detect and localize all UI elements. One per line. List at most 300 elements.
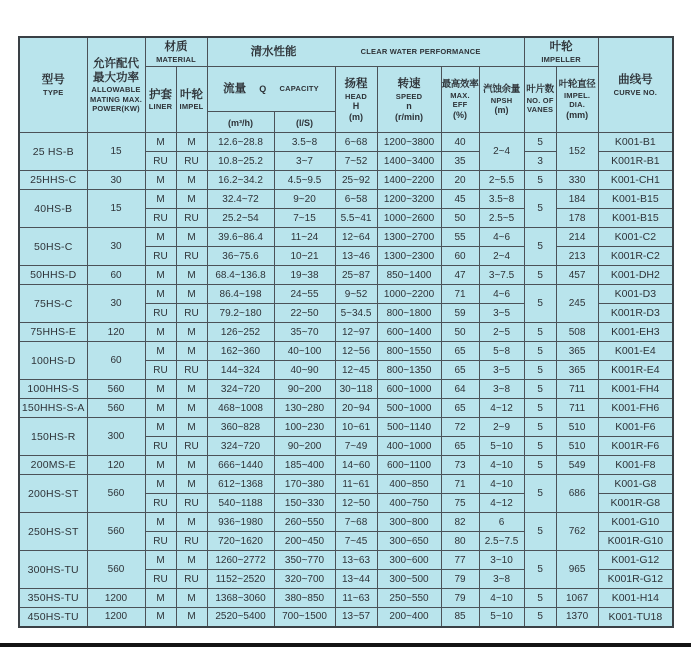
cell-capacity-m3h: 1368~3060: [207, 589, 274, 608]
cell-eff: 79: [441, 570, 479, 589]
cell-vanes: 5: [524, 361, 556, 380]
cell-liner: M: [145, 323, 176, 342]
cell-capacity-ls: 22~50: [274, 304, 335, 323]
cell-speed: 1200~3200: [377, 190, 441, 209]
header-eff-en: MAX.: [450, 90, 470, 100]
header-capacity-unit-ls: (l/S): [274, 112, 335, 133]
cell-type: 75HS-C: [19, 285, 87, 323]
cell-capacity-ls: 90~200: [274, 437, 335, 456]
cell-speed: 300~600: [377, 551, 441, 570]
cell-curve: K001-G10: [598, 513, 673, 532]
cell-eff: 65: [441, 437, 479, 456]
header-liner-en: LINER: [148, 102, 173, 111]
cell-power: 60: [87, 266, 145, 285]
cell-impel: M: [176, 608, 207, 627]
cell-impel: M: [176, 551, 207, 570]
cell-vanes: 5: [524, 475, 556, 513]
cell-type: 250HS-ST: [19, 513, 87, 551]
header-performance-group: [207, 37, 524, 67]
cell-npsh: 5~8: [479, 342, 524, 361]
cell-npsh: 3~7.5: [479, 266, 524, 285]
cell-head: 11~61: [335, 475, 377, 494]
cell-head: 12~56: [335, 342, 377, 361]
header-liner: [145, 67, 176, 133]
table-row: [19, 475, 673, 494]
cell-dia: 330: [556, 171, 598, 190]
cell-speed: 300~650: [377, 532, 441, 551]
cell-vanes: 5: [524, 228, 556, 266]
cell-liner: RU: [145, 494, 176, 513]
cell-type: 200MS-E: [19, 456, 87, 475]
cell-dia: 365: [556, 361, 598, 380]
cell-type: 25HHS-C: [19, 171, 87, 190]
cell-speed: 1300~2300: [377, 247, 441, 266]
cell-vanes: 5: [524, 551, 556, 589]
cell-impel: M: [176, 513, 207, 532]
table-header: [19, 37, 673, 133]
cell-npsh: 3~8: [479, 570, 524, 589]
cell-speed: 1300~2700: [377, 228, 441, 247]
cell-curve: K001-CH1: [598, 171, 673, 190]
cell-type: 350HS-TU: [19, 589, 87, 608]
cell-npsh: 2~9: [479, 418, 524, 437]
header-power-zh1: 允许配代: [93, 57, 139, 70]
header-curve-en: CURVE NO.: [613, 87, 658, 97]
header-speed-en: SPEED: [395, 91, 423, 101]
cell-impel: M: [176, 399, 207, 418]
cell-capacity-ls: 320~700: [274, 570, 335, 589]
table-row: [19, 228, 673, 247]
header-curve-zh: 曲线号: [618, 74, 653, 87]
header-dia-en1: IMPEL.: [563, 90, 591, 100]
cell-dia: 711: [556, 399, 598, 418]
cell-curve: K001-DH2: [598, 266, 673, 285]
cell-impel: RU: [176, 361, 207, 380]
header-power-en2: MATING MAX.: [89, 94, 143, 104]
cell-capacity-ls: 3.5~8: [274, 133, 335, 152]
cell-impel: RU: [176, 209, 207, 228]
cell-impel: RU: [176, 437, 207, 456]
cell-dia: 711: [556, 380, 598, 399]
cell-capacity-m3h: 25.2~54: [207, 209, 274, 228]
cell-eff: 55: [441, 228, 479, 247]
cell-type: 150HHS-S-A: [19, 399, 87, 418]
cell-vanes: 5: [524, 133, 556, 152]
cell-vanes: 5: [524, 190, 556, 228]
header-power-en3: POWER(KW): [92, 104, 140, 114]
cell-type: 100HHS-S: [19, 380, 87, 399]
header-impeller-group: [524, 37, 598, 67]
cell-npsh: 4~10: [479, 456, 524, 475]
header-eff-unit: (%): [453, 109, 468, 120]
cell-vanes: 5: [524, 589, 556, 608]
cell-capacity-m3h: 468~1008: [207, 399, 274, 418]
cell-impel: RU: [176, 532, 207, 551]
cell-capacity-ls: 100~230: [274, 418, 335, 437]
cell-vanes: 5: [524, 171, 556, 190]
cell-capacity-ls: 700~1500: [274, 608, 335, 627]
cell-curve: K001-B1: [598, 133, 673, 152]
cell-speed: 500~1000: [377, 399, 441, 418]
cell-capacity-ls: 35~70: [274, 323, 335, 342]
cell-curve: K001-TU18: [598, 608, 673, 627]
cell-capacity-m3h: 612~1368: [207, 475, 274, 494]
cell-dia: 245: [556, 285, 598, 323]
header-npsh-zh: 汽蚀余量: [483, 84, 520, 96]
cell-vanes: 5: [524, 418, 556, 437]
header-performance-zh: 清水性能: [250, 45, 297, 58]
header-head: [335, 67, 377, 133]
cell-type: 450HS-TU: [19, 608, 87, 627]
cell-capacity-m3h: 10.8~25.2: [207, 152, 274, 171]
header-type-en: TYPE: [43, 87, 64, 97]
header-dia-zh: 叶轮直径: [558, 79, 596, 91]
cell-dia: 365: [556, 342, 598, 361]
cell-power: 30: [87, 171, 145, 190]
cell-curve: K001-EH3: [598, 323, 673, 342]
cell-npsh: 2~4: [479, 133, 524, 171]
cell-head: 13~46: [335, 247, 377, 266]
cell-capacity-ls: 185~400: [274, 456, 335, 475]
cell-liner: RU: [145, 437, 176, 456]
cell-impel: M: [176, 133, 207, 152]
cell-speed: 400~1000: [377, 437, 441, 456]
cell-capacity-m3h: 144~324: [207, 361, 274, 380]
cell-speed: 400~750: [377, 494, 441, 513]
cell-type: 75HHS-E: [19, 323, 87, 342]
cell-power: 15: [87, 133, 145, 171]
cell-vanes: 5: [524, 437, 556, 456]
table-row: [19, 285, 673, 304]
cell-eff: 75: [441, 494, 479, 513]
cell-capacity-ls: 150~330: [274, 494, 335, 513]
header-npsh-en: NPSH: [490, 95, 513, 105]
cell-impel: RU: [176, 304, 207, 323]
cell-eff: 80: [441, 532, 479, 551]
cell-head: 20~94: [335, 399, 377, 418]
table-row: [19, 133, 673, 152]
cell-capacity-ls: 24~55: [274, 285, 335, 304]
table-row: [19, 399, 673, 418]
cell-dia: 1370: [556, 608, 598, 627]
cell-head: 14~60: [335, 456, 377, 475]
cell-speed: 1400~3400: [377, 152, 441, 171]
cell-capacity-ls: 11~24: [274, 228, 335, 247]
cell-vanes: 5: [524, 513, 556, 551]
cell-power: 560: [87, 475, 145, 513]
cell-capacity-m3h: 79.2~180: [207, 304, 274, 323]
header-speed-zh: 转速: [397, 78, 421, 91]
cell-curve: K001-B15: [598, 190, 673, 209]
header-dia: [556, 67, 598, 133]
cell-liner: RU: [145, 209, 176, 228]
cell-curve: K001-B15: [598, 209, 673, 228]
header-capacity-symbol: Q: [259, 83, 267, 94]
cell-eff: 72: [441, 418, 479, 437]
cell-liner: M: [145, 171, 176, 190]
cell-capacity-m3h: 86.4~198: [207, 285, 274, 304]
table-row: [19, 342, 673, 361]
cell-eff: 60: [441, 247, 479, 266]
cell-vanes: 5: [524, 323, 556, 342]
cell-eff: 64: [441, 380, 479, 399]
bottom-rule: [0, 643, 691, 647]
cell-type: 150HS-R: [19, 418, 87, 456]
table-row: [19, 380, 673, 399]
cell-eff: 40: [441, 133, 479, 152]
header-impeller-en: IMPELLER: [541, 54, 581, 64]
header-vanes-zh: 叶片数: [526, 84, 554, 96]
cell-impel: RU: [176, 494, 207, 513]
cell-npsh: 2.5~7.5: [479, 532, 524, 551]
cell-eff: 45: [441, 190, 479, 209]
cell-impel: M: [176, 171, 207, 190]
cell-impel: M: [176, 456, 207, 475]
cell-curve: K001-E4: [598, 342, 673, 361]
cell-dia: 178: [556, 209, 598, 228]
cell-dia: 457: [556, 266, 598, 285]
cell-head: 9~52: [335, 285, 377, 304]
cell-power: 560: [87, 380, 145, 399]
header-dia-unit: (mm): [566, 109, 589, 120]
cell-curve: K001R-G12: [598, 570, 673, 589]
cell-impel: M: [176, 475, 207, 494]
cell-eff: 50: [441, 323, 479, 342]
cell-dia: 214: [556, 228, 598, 247]
header-impel-en: IMPEL: [179, 102, 204, 111]
header-capacity-zh: 流量: [223, 82, 247, 95]
header-head-unit: (m): [349, 111, 364, 122]
cell-liner: RU: [145, 570, 176, 589]
cell-head: 12~50: [335, 494, 377, 513]
table-row: [19, 190, 673, 209]
cell-liner: M: [145, 133, 176, 152]
cell-capacity-ls: 200~450: [274, 532, 335, 551]
header-material-group: [145, 37, 207, 67]
cell-speed: 400~850: [377, 475, 441, 494]
header-head-zh: 扬程: [344, 78, 368, 91]
cell-impel: M: [176, 190, 207, 209]
cell-speed: 300~500: [377, 570, 441, 589]
cell-liner: M: [145, 589, 176, 608]
cell-capacity-ls: 170~380: [274, 475, 335, 494]
header-eff-symbol: EFF: [452, 100, 468, 110]
table-row: [19, 418, 673, 437]
cell-npsh: 5~10: [479, 437, 524, 456]
cell-head: 7~52: [335, 152, 377, 171]
cell-impel: M: [176, 228, 207, 247]
header-impel: [176, 67, 207, 133]
cell-capacity-ls: 19~38: [274, 266, 335, 285]
header-vanes-en1: NO. OF: [526, 95, 554, 105]
cell-curve: K001R-G8: [598, 494, 673, 513]
cell-vanes: 5: [524, 285, 556, 323]
cell-head: 13~44: [335, 570, 377, 589]
cell-dia: 965: [556, 551, 598, 589]
table-row: [19, 171, 673, 190]
cell-head: 13~63: [335, 551, 377, 570]
cell-type: 40HS-B: [19, 190, 87, 228]
cell-capacity-ls: 10~21: [274, 247, 335, 266]
cell-curve: K001-F8: [598, 456, 673, 475]
cell-npsh: 4~6: [479, 285, 524, 304]
header-eff: [441, 67, 479, 133]
cell-curve: K001R-F6: [598, 437, 673, 456]
cell-impel: RU: [176, 247, 207, 266]
cell-liner: M: [145, 266, 176, 285]
table-row: [19, 551, 673, 570]
cell-liner: M: [145, 456, 176, 475]
cell-npsh: 3~5: [479, 304, 524, 323]
cell-head: 25~87: [335, 266, 377, 285]
cell-liner: RU: [145, 152, 176, 171]
cell-speed: 1200~3800: [377, 133, 441, 152]
header-material-zh: 材质: [164, 41, 188, 54]
cell-dia: 184: [556, 190, 598, 209]
cell-capacity-m3h: 1152~2520: [207, 570, 274, 589]
cell-liner: M: [145, 513, 176, 532]
cell-liner: M: [145, 608, 176, 627]
cell-liner: M: [145, 418, 176, 437]
cell-vanes: 5: [524, 456, 556, 475]
cell-dia: 213: [556, 247, 598, 266]
header-npsh: [479, 67, 524, 133]
cell-capacity-m3h: 162~360: [207, 342, 274, 361]
cell-dia: 549: [556, 456, 598, 475]
cell-eff: 77: [441, 551, 479, 570]
cell-npsh: 4~10: [479, 589, 524, 608]
cell-dia: 508: [556, 323, 598, 342]
cell-liner: RU: [145, 304, 176, 323]
cell-eff: 79: [441, 589, 479, 608]
cell-capacity-m3h: 39.6~86.4: [207, 228, 274, 247]
cell-impel: M: [176, 380, 207, 399]
cell-liner: M: [145, 380, 176, 399]
cell-curve: K001-G8: [598, 475, 673, 494]
table-row: [19, 608, 673, 627]
cell-capacity-ls: 7~15: [274, 209, 335, 228]
cell-capacity-ls: 9~20: [274, 190, 335, 209]
cell-speed: 800~1550: [377, 342, 441, 361]
cell-head: 12~97: [335, 323, 377, 342]
pump-spec-table: [18, 36, 674, 628]
cell-capacity-m3h: 324~720: [207, 380, 274, 399]
cell-curve: K001R-D3: [598, 304, 673, 323]
cell-npsh: 4~10: [479, 475, 524, 494]
cell-curve: K001-G12: [598, 551, 673, 570]
cell-impel: M: [176, 266, 207, 285]
table-row: [19, 266, 673, 285]
cell-type: 25 HS-B: [19, 133, 87, 171]
cell-eff: 50: [441, 209, 479, 228]
cell-capacity-ls: 260~550: [274, 513, 335, 532]
cell-liner: M: [145, 285, 176, 304]
header-curve: [598, 37, 673, 133]
cell-capacity-m3h: 36~75.6: [207, 247, 274, 266]
cell-curve: K001-D3: [598, 285, 673, 304]
header-capacity-en: CAPACITY: [279, 84, 319, 94]
table-row: [19, 589, 673, 608]
header-type: [19, 37, 87, 133]
table-row: [19, 323, 673, 342]
header-capacity-unit-m3h: (m³/h): [207, 112, 274, 133]
cell-dia: 686: [556, 475, 598, 513]
cell-head: 7~45: [335, 532, 377, 551]
cell-vanes: 3: [524, 152, 556, 171]
cell-head: 6~58: [335, 190, 377, 209]
cell-liner: M: [145, 190, 176, 209]
cell-capacity-m3h: 2520~5400: [207, 608, 274, 627]
cell-power: 60: [87, 342, 145, 380]
cell-eff: 73: [441, 456, 479, 475]
cell-vanes: 5: [524, 399, 556, 418]
cell-dia: 510: [556, 418, 598, 437]
cell-power: 120: [87, 456, 145, 475]
cell-power: 1200: [87, 608, 145, 627]
cell-capacity-m3h: 1260~2772: [207, 551, 274, 570]
cell-npsh: 3~10: [479, 551, 524, 570]
header-power: [87, 37, 145, 133]
cell-curve: K001R-E4: [598, 361, 673, 380]
header-performance-en: CLEAR WATER PERFORMANCE: [360, 47, 481, 57]
cell-capacity-m3h: 12.6~28.8: [207, 133, 274, 152]
cell-liner: M: [145, 228, 176, 247]
header-speed-symbol: n: [406, 100, 412, 111]
cell-capacity-m3h: 360~828: [207, 418, 274, 437]
cell-power: 560: [87, 513, 145, 551]
cell-vanes: 5: [524, 266, 556, 285]
cell-npsh: 2~4: [479, 247, 524, 266]
cell-eff: 71: [441, 285, 479, 304]
cell-capacity-m3h: 324~720: [207, 437, 274, 456]
cell-power: 120: [87, 323, 145, 342]
cell-eff: 65: [441, 342, 479, 361]
cell-npsh: 4~6: [479, 228, 524, 247]
cell-impel: M: [176, 323, 207, 342]
cell-type: 200HS-ST: [19, 475, 87, 513]
cell-vanes: 5: [524, 608, 556, 627]
cell-speed: 250~550: [377, 589, 441, 608]
cell-head: 12~45: [335, 361, 377, 380]
cell-npsh: 2~5.5: [479, 171, 524, 190]
cell-speed: 200~400: [377, 608, 441, 627]
cell-type: 50HS-C: [19, 228, 87, 266]
cell-curve: K001-FH6: [598, 399, 673, 418]
cell-impel: M: [176, 589, 207, 608]
cell-capacity-m3h: 126~252: [207, 323, 274, 342]
header-head-symbol: H: [352, 100, 360, 111]
cell-head: 13~57: [335, 608, 377, 627]
cell-speed: 850~1400: [377, 266, 441, 285]
cell-power: 30: [87, 285, 145, 323]
cell-curve: K001-F6: [598, 418, 673, 437]
cell-curve: K001-C2: [598, 228, 673, 247]
cell-npsh: 3~5: [479, 361, 524, 380]
cell-power: 15: [87, 190, 145, 228]
cell-capacity-m3h: 666~1440: [207, 456, 274, 475]
cell-liner: RU: [145, 247, 176, 266]
cell-curve: K001-FH4: [598, 380, 673, 399]
cell-npsh: 4~12: [479, 399, 524, 418]
cell-eff: 65: [441, 361, 479, 380]
cell-capacity-m3h: 540~1188: [207, 494, 274, 513]
cell-head: 30~118: [335, 380, 377, 399]
cell-curve: K001R-C2: [598, 247, 673, 266]
cell-power: 560: [87, 551, 145, 589]
pump-spec-table-wrap: [18, 36, 674, 628]
cell-head: 12~64: [335, 228, 377, 247]
cell-capacity-ls: 130~280: [274, 399, 335, 418]
